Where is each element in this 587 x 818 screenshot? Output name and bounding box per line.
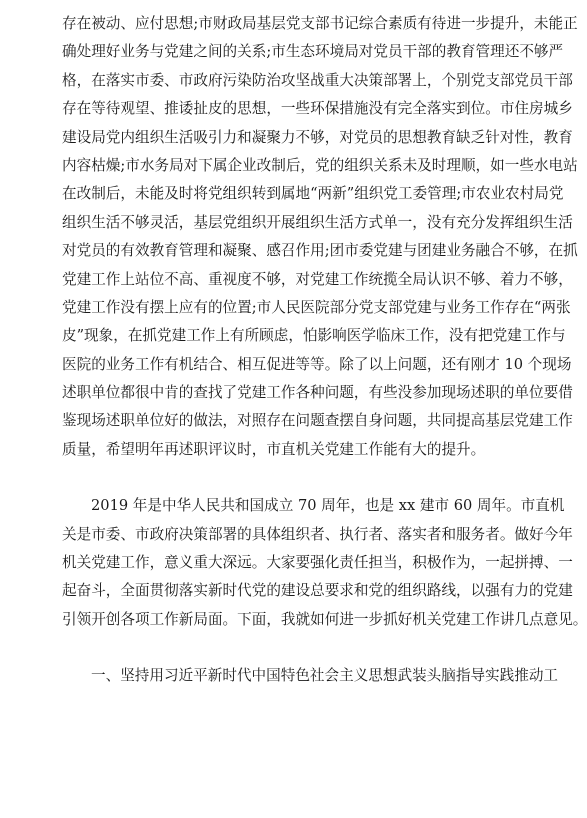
text-line: 述职单位都很中肯的查找了党建工作各种问题，有些没参加现场述职的单位要借 [62,384,573,402]
text-line: 起奋斗，全面贯彻落实新时代党的建设总要求和党的组织路线，以强有力的党建 [62,582,573,600]
text-line: 2019 年是中华人民共和国成立 70 周年，也是 xx 建市 60 周年。市直机 [91,497,565,515]
text-line: 党建工作上站位不高、重视度不够，对党建工作统揽全局认识不够、着力不够， [62,270,573,288]
text-line: 质量，希望明年再述职评议时，市直机关党建工作能有大的提升。 [62,440,486,458]
paragraph-2 [62,492,587,634]
text-line: 在改制后，未能及时将党组织转到属地“两新”组织党工委管理;市农业农村局党 [62,185,564,203]
text-line: 内容枯燥;市水务局对下属企业改制后，党的组织关系未及时理顺，如一些水电站 [62,156,578,174]
text-line: 医院的业务工作有机结合、相互促进等等。除了以上问题，还有刚才 10 个现场 [62,355,572,373]
text-line: 鉴现场述职单位好的做法，对照存在问题查摆自身问题，共同提高基层党建工作 [62,412,573,430]
text-line: 存在被动、应付思想;市财政局基层党支部书记综合素质有待进一步提升，未能正 [62,15,578,32]
paragraph-gap [62,634,532,662]
text-line: 组织生活不够灵活，基层党组织开展组织生活方式单一，没有充分发挥组织生活 [62,213,573,231]
text-line: 关是市委、市政府决策部署的具体组织者、执行者、落实者和服务者。做好今年 [62,525,573,543]
text-line: 皮”现象，在抓党建工作上有所顾虑，怕影响医学临床工作，没有把党建工作与 [62,327,566,345]
section-heading-1 [62,662,559,690]
heading-line: 一、坚持用习近平新时代中国特色社会主义思想武装头脑指导实践推动工 [91,667,559,685]
text-line: 引领开创各项工作新局面。下面，我就如何进一步抓好机关党建工作讲几点意见。 [62,610,587,628]
text-line: 党建工作没有摆上应有的位置;市人民医院部分党支部党建与业务工作存在“两张 [62,298,571,316]
paragraph-gap [62,464,532,492]
text-line: 对党员的有效教育管理和凝聚、感召作用;团市委党建与团建业务融合不够，在抓 [62,242,578,260]
text-line: 存在等待观望、推诿扯皮的思想，一些环保措施没有完全落实到位。市住房城乡 [62,100,573,118]
document-body [62,10,587,691]
text-line: 建设局党内组织生活吸引力和凝聚力不够，对党员的思想教育缺乏针对性，教育 [62,128,573,146]
text-line: 确处理好业务与党建之间的关系;市生态环境局对党员干部的教育管理还不够严 [62,43,564,61]
text-line: 格，在落实市委、市政府污染防治攻坚战重大决策部署上，个别党支部党员干部 [62,71,573,89]
paragraph-1 [62,10,578,464]
text-line: 机关党建工作，意义重大深远。大家要强化责任担当，积极作为，一起拼搏、一 [62,554,573,572]
